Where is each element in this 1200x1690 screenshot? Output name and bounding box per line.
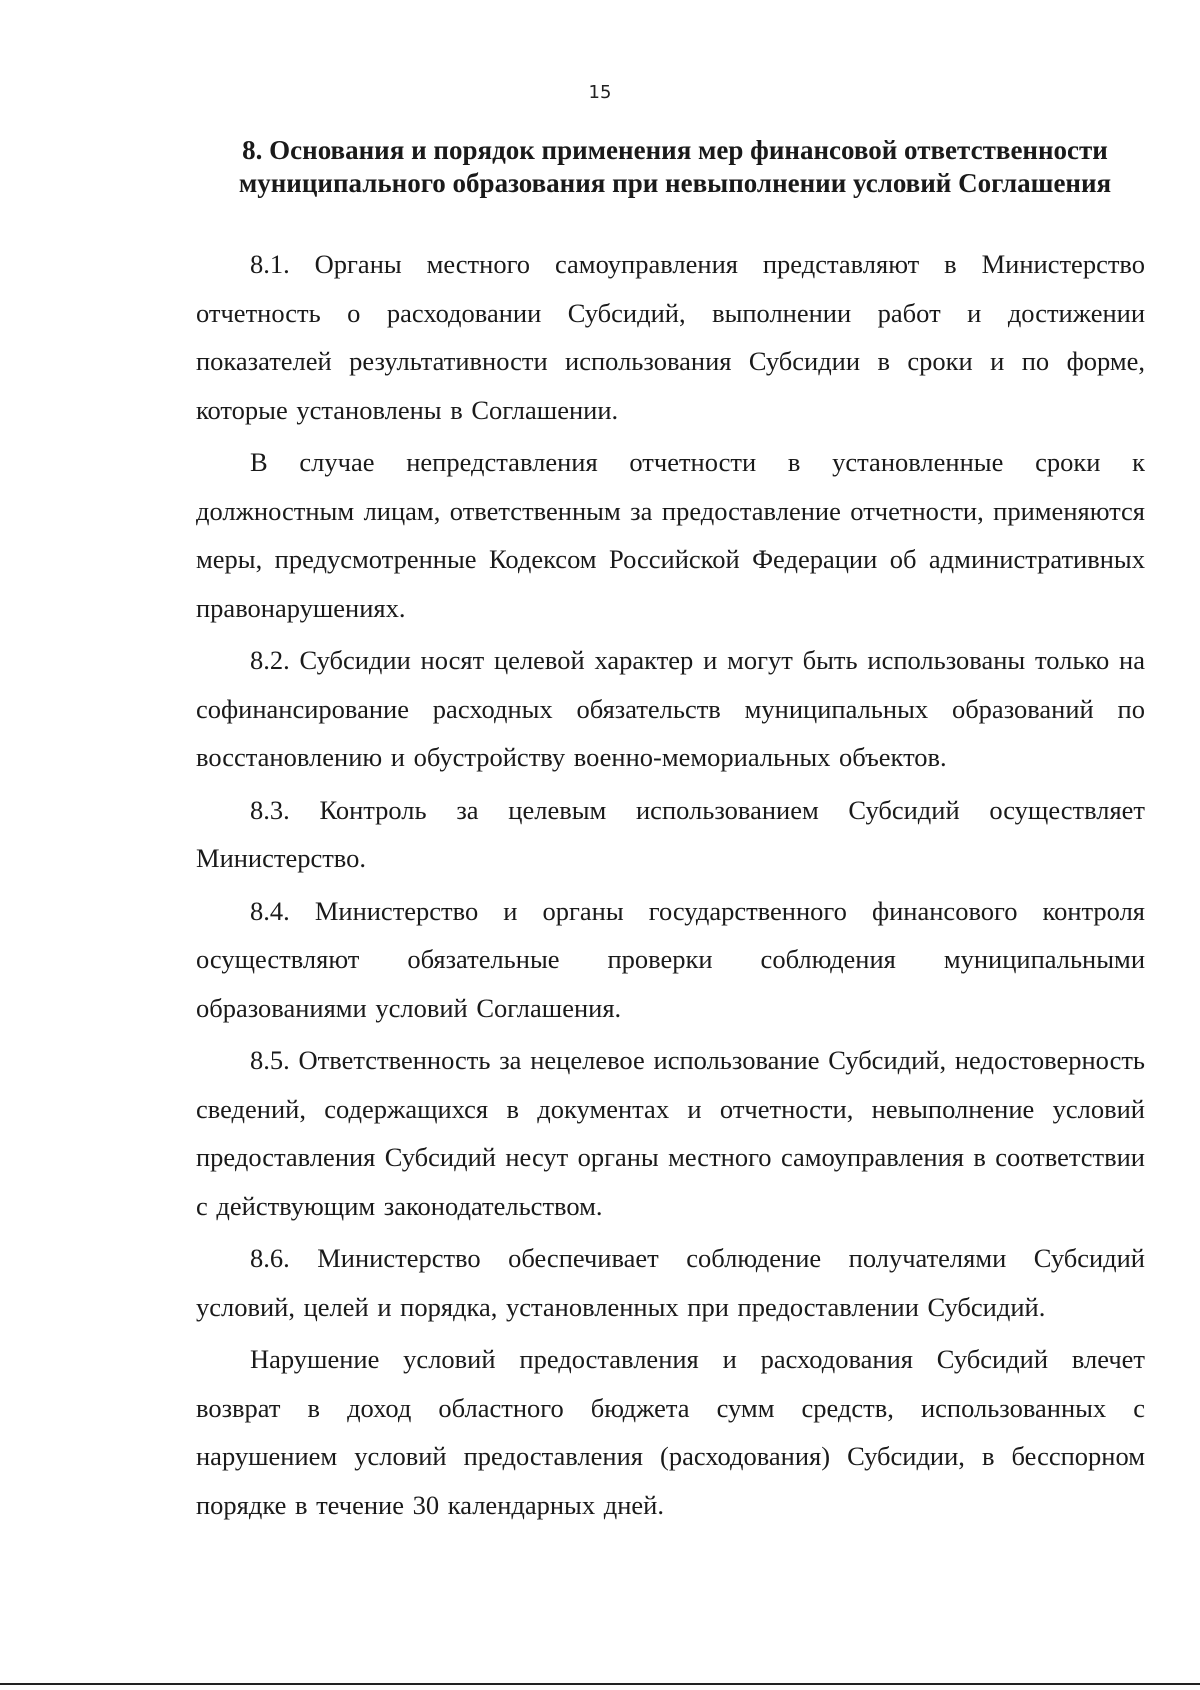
- paragraph-8-3: 8.3. Контроль за целевым использованием Субсидий осуществляет Министерство.: [196, 794, 1145, 873]
- page-bottom-rule: [0, 1683, 1200, 1685]
- paragraph-8-4: 8.4. Министерство и органы государственного финансового контроля осуществляют обязательные проверки соблюдения муниципальными образованиями условий Соглашения.: [196, 895, 1145, 1023]
- page-number: 15: [588, 82, 612, 103]
- paragraph-8-1: 8.1. Органы местного самоуправления представляют в Министерство отчетность о расходовании Субсидий, выполнении работ и достижении показателей результативности использования Субсидии в сроки и по форме, которые установлены в Соглашении.: [196, 249, 1145, 425]
- paragraph-8-6-violation: Нарушение условий предоставления и расходования Субсидий влечет возврат в доход областного бюджета сумм средств, использованных с нарушением условий предоставления (расходования) Субсидии, в бесспорном порядке в течение 30 календарных дней.: [196, 1344, 1145, 1520]
- paragraph-8-6: 8.6. Министерство обеспечивает соблюдение получателями Субсидий условий, целей и порядка, установленных при предоставлении Субсидий.: [196, 1243, 1145, 1322]
- paragraph-8-2: 8.2. Субсидии носят целевой характер и могут быть использованы только на софинансирование расходных обязательств муниципальных образований по восстановлению и обустройству военно-мемориальных объектов.: [196, 645, 1145, 772]
- paragraph-8-1-reporting-penalty: В случае непредставления отчетности в установленные сроки к должностным лицам, ответственным за предоставление отчетности, применяются меры, предусмотренные Кодексом Российской Федерации об административных правонарушениях.: [196, 447, 1145, 623]
- paragraph-8-5: 8.5. Ответственность за нецелевое использование Субсидий, недостоверность сведений, содержащихся в документах и отчетности, невыполнение условий предоставления Субсидий несут органы местного самоуправления в соответствии с действующим законодательством.: [196, 1045, 1145, 1221]
- section-title: 8. Основания и порядок применения мер финансовой ответственности муниципального образования при невыполнении условий Соглашения: [238, 135, 1112, 198]
- document-body: [196, 240, 1145, 1533]
